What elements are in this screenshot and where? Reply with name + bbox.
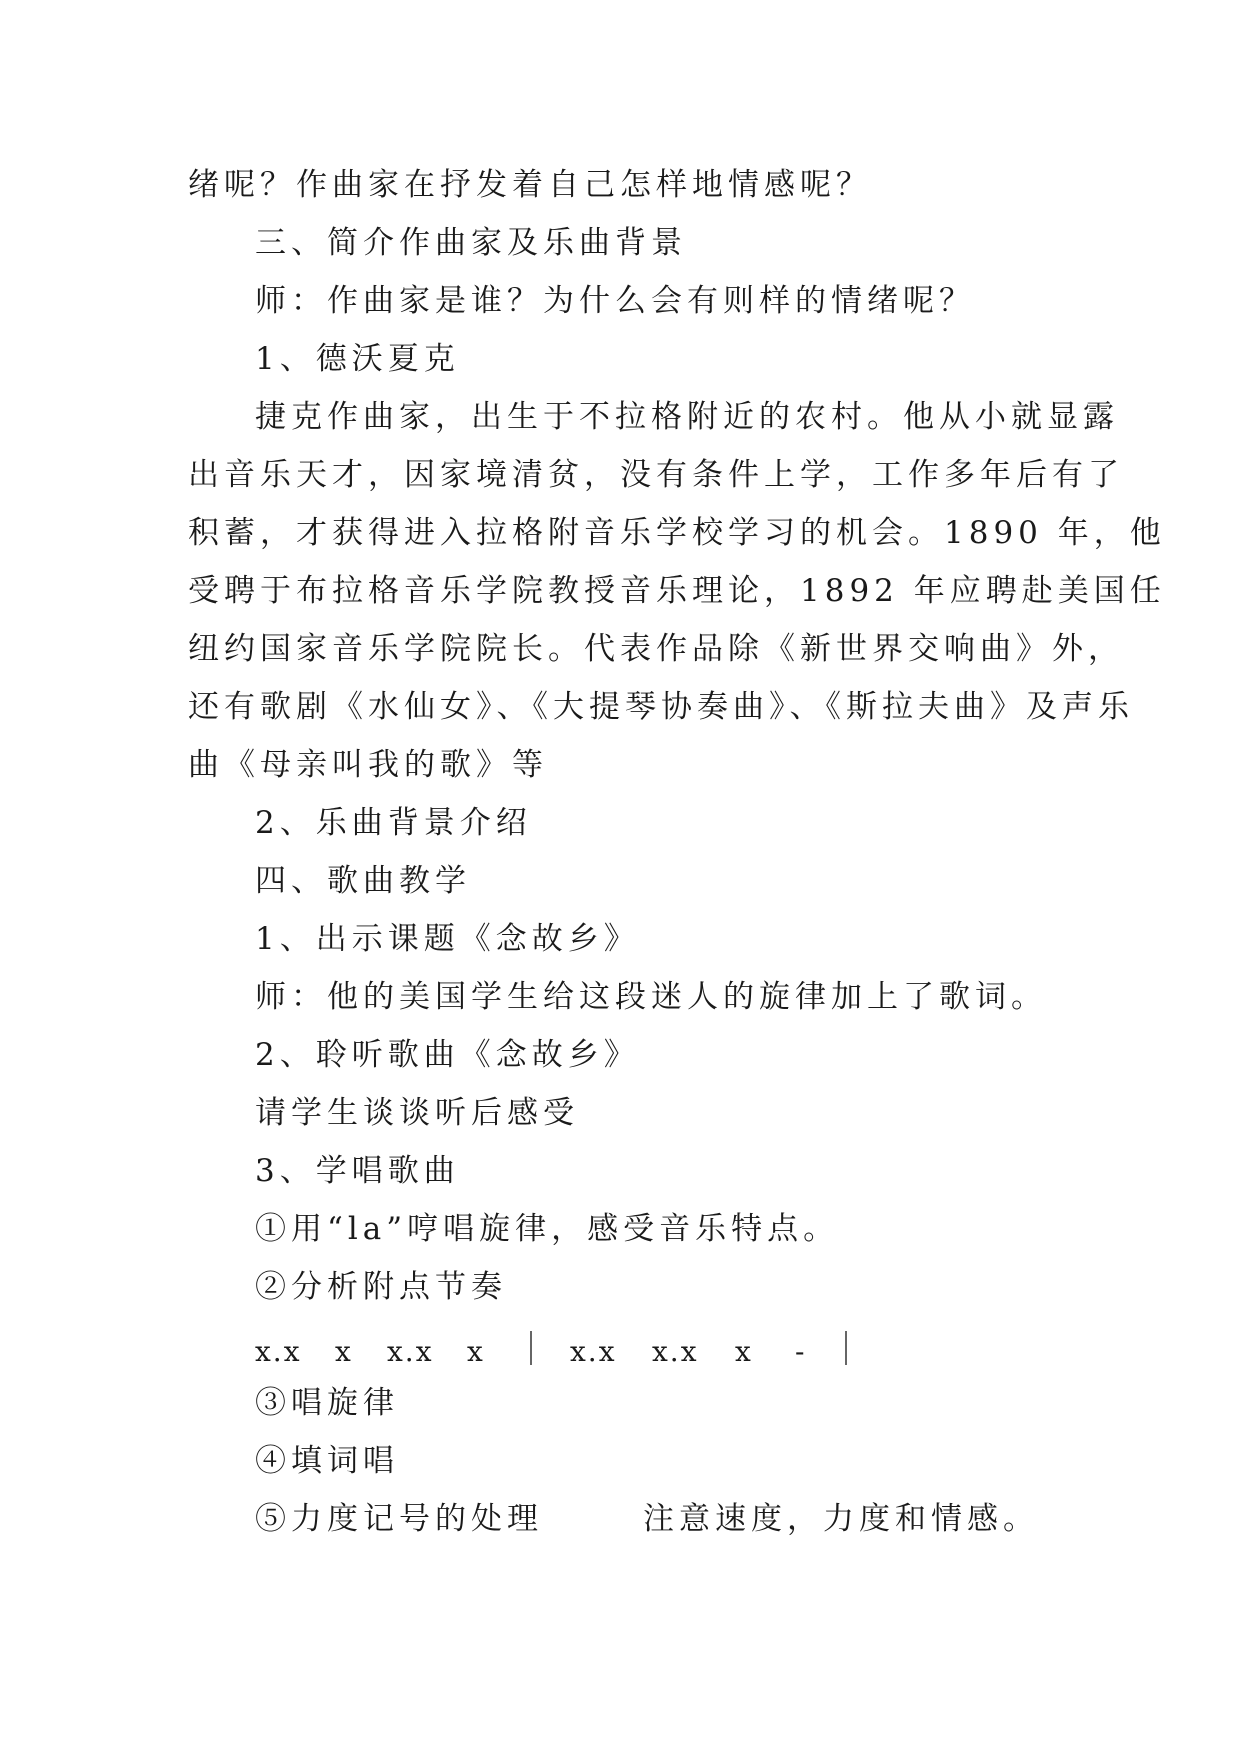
paragraph-composer-7: 曲《母亲叫我的歌》等	[188, 747, 548, 783]
paragraph-composer-2: 出音乐天才，因家境清贫，没有条件上学，工作多年后有了	[188, 457, 1124, 493]
paragraph-teacher-question: 师：作曲家是谁？为什么会有则样的情绪呢？	[255, 283, 975, 319]
step-dynamics: ⑤力度记号的处理	[255, 1501, 543, 1537]
item-listen-song: 2、聆听歌曲《念故乡》	[255, 1037, 640, 1073]
bar-line	[530, 1331, 532, 1365]
item-learn-song: 3、学唱歌曲	[255, 1153, 460, 1189]
heading-section-4: 四、歌曲教学	[255, 863, 471, 899]
paragraph-1: 绪呢？作曲家在抒发着自己怎样地情感呢？	[188, 167, 872, 203]
paragraph-composer-6: 还有歌剧《水仙女》、《大提琴协奏曲》、《斯拉夫曲》及声乐	[188, 689, 1134, 725]
rhythm-note: -	[795, 1335, 807, 1368]
heading-composer: 1、德沃夏克	[255, 341, 460, 377]
step-sing-lyrics: ④填词唱	[255, 1443, 399, 1479]
heading-background: 2、乐曲背景介绍	[255, 805, 532, 841]
paragraph-teacher-lyrics: 师：他的美国学生给这段迷人的旋律加上了歌词。	[255, 979, 1047, 1015]
heading-section-3: 三、简介作曲家及乐曲背景	[255, 225, 687, 261]
dynamics-note: 注意速度，力度和情感。	[643, 1501, 1039, 1537]
rhythm-note: x.x	[652, 1335, 699, 1368]
step-analyze-rhythm: ②分析附点节奏	[255, 1269, 507, 1305]
rhythm-note: x	[735, 1335, 753, 1368]
paragraph-composer-5: 纽约国家音乐学院院长。代表作品除《新世界交响曲》外，	[188, 631, 1124, 667]
paragraph-composer-1: 捷克作曲家，出生于不拉格附近的农村。他从小就显露	[255, 399, 1119, 435]
rhythm-note: x	[335, 1335, 353, 1368]
rhythm-note: x.x	[255, 1335, 302, 1368]
item-show-title: 1、出示课题《念故乡》	[255, 921, 640, 957]
paragraph-composer-3: 积蓄，才获得进入拉格附音乐学校学习的机会。1890 年，他	[188, 515, 1166, 551]
step-hum-melody: ①用“la”哼唱旋律，感受音乐特点。	[255, 1211, 840, 1247]
paragraph-composer-4: 受聘于布拉格音乐学院教授音乐理论，1892 年应聘赴美国任	[188, 573, 1166, 609]
bar-line	[845, 1331, 847, 1365]
paragraph-student-feedback: 请学生谈谈听后感受	[255, 1095, 579, 1131]
rhythm-note: x.x	[570, 1335, 617, 1368]
rhythm-note: x	[467, 1335, 485, 1368]
step-sing-melody: ③唱旋律	[255, 1385, 399, 1421]
rhythm-note: x.x	[387, 1335, 434, 1368]
